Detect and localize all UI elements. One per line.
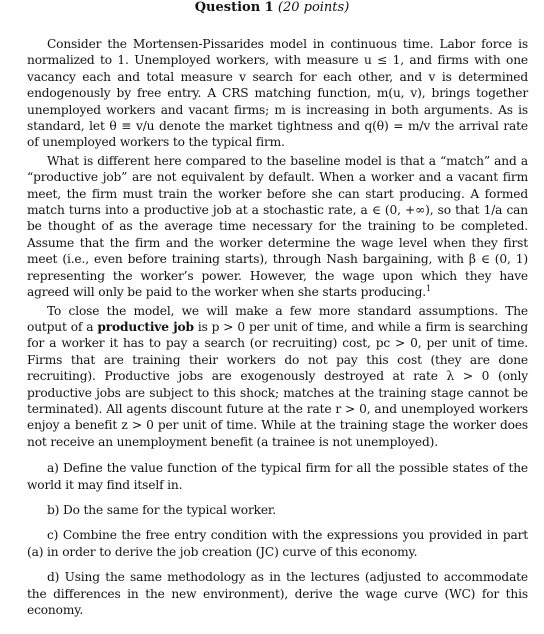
paragraph-difference-text: What is different here compared to the baseline model is that a “match” and a “productive job” are not equivalent by default. When a worker and a vacant firm meet, the firm must train the worker before she can start producing. A formed match turns into a productive job at a stochastic rate, a ∈ (0, +∞), so that 1/a can be thought of as the average time necessary for the training to be completed. Assume that the firm and the worker determine the wage level when they first meet (i.e., even before training starts), through Nash bargaining, with β ∈ (0, 1) representing the worker’s power. However, the wage upon which they have agreed will only be paid to the worker when she starts producing. [27, 153, 528, 300]
paragraph-closing [27, 303, 528, 451]
paragraph-closing-rest: is p > 0 per unit of time, and while a firm is searching for a worker it has to pay a search (or recruiting) cost, pc > 0, per unit of time. Firms that are training their workers do not pay this cost (they are done recruiting). Productive jobs are exogenously destroyed at rate λ > 0 (only productive jobs are subject to this shock; matches at the training stage cannot be terminated). All agents discount future at the rate r > 0, and unemployed workers enjoy a benefit z > 0 per unit of time. While at the training stage the worker does not receive an unemployment benefit (a trainee is not unemployed). [27, 319, 528, 449]
productive-job-term: productive job [97, 319, 194, 334]
paragraph-closing-start: To close the model, we will make a few more standard assumptions. The output of a [27, 303, 528, 334]
question-points: (20 points) [277, 0, 350, 15]
part-d: d) Using the same methodology as in the lectures (adjusted to accommodate the differences in the new environment), derive the wage curve (WC) for this economy. [27, 570, 528, 617]
part-b: b) Do the same for the typical worker. [47, 502, 276, 517]
question-title: Question 1 [194, 0, 274, 15]
part-c: c) Combine the free entry condition with the expressions you provided in part (a) in order to derive the job creation (JC) curve of this economy. [27, 528, 528, 559]
footnote-mark: 1 [426, 284, 431, 294]
paragraph-intro: Consider the Mortensen-Pissarides model in continuous time. Labor force is normalized to 1. Unemployed workers, with measure u ≤ 1, and firms with one vacancy each and total measure v search for each other, and v is determined endogenously by free entry. A CRS matching function, m(u, v), brings together unemployed workers and vacant firms; m is increasing in both arguments. As is standard, let θ ≡ v/u denote the market tightness and q(θ) = m/v the arrival rate of unemployed workers to the typical firm. [27, 37, 528, 150]
question-heading [0, 0, 544, 16]
paragraph-difference [27, 153, 528, 301]
question-body [27, 36, 528, 618]
part-a: a) Define the value function of the typical firm for all the possible states of the world it may find itself in. [27, 461, 528, 492]
